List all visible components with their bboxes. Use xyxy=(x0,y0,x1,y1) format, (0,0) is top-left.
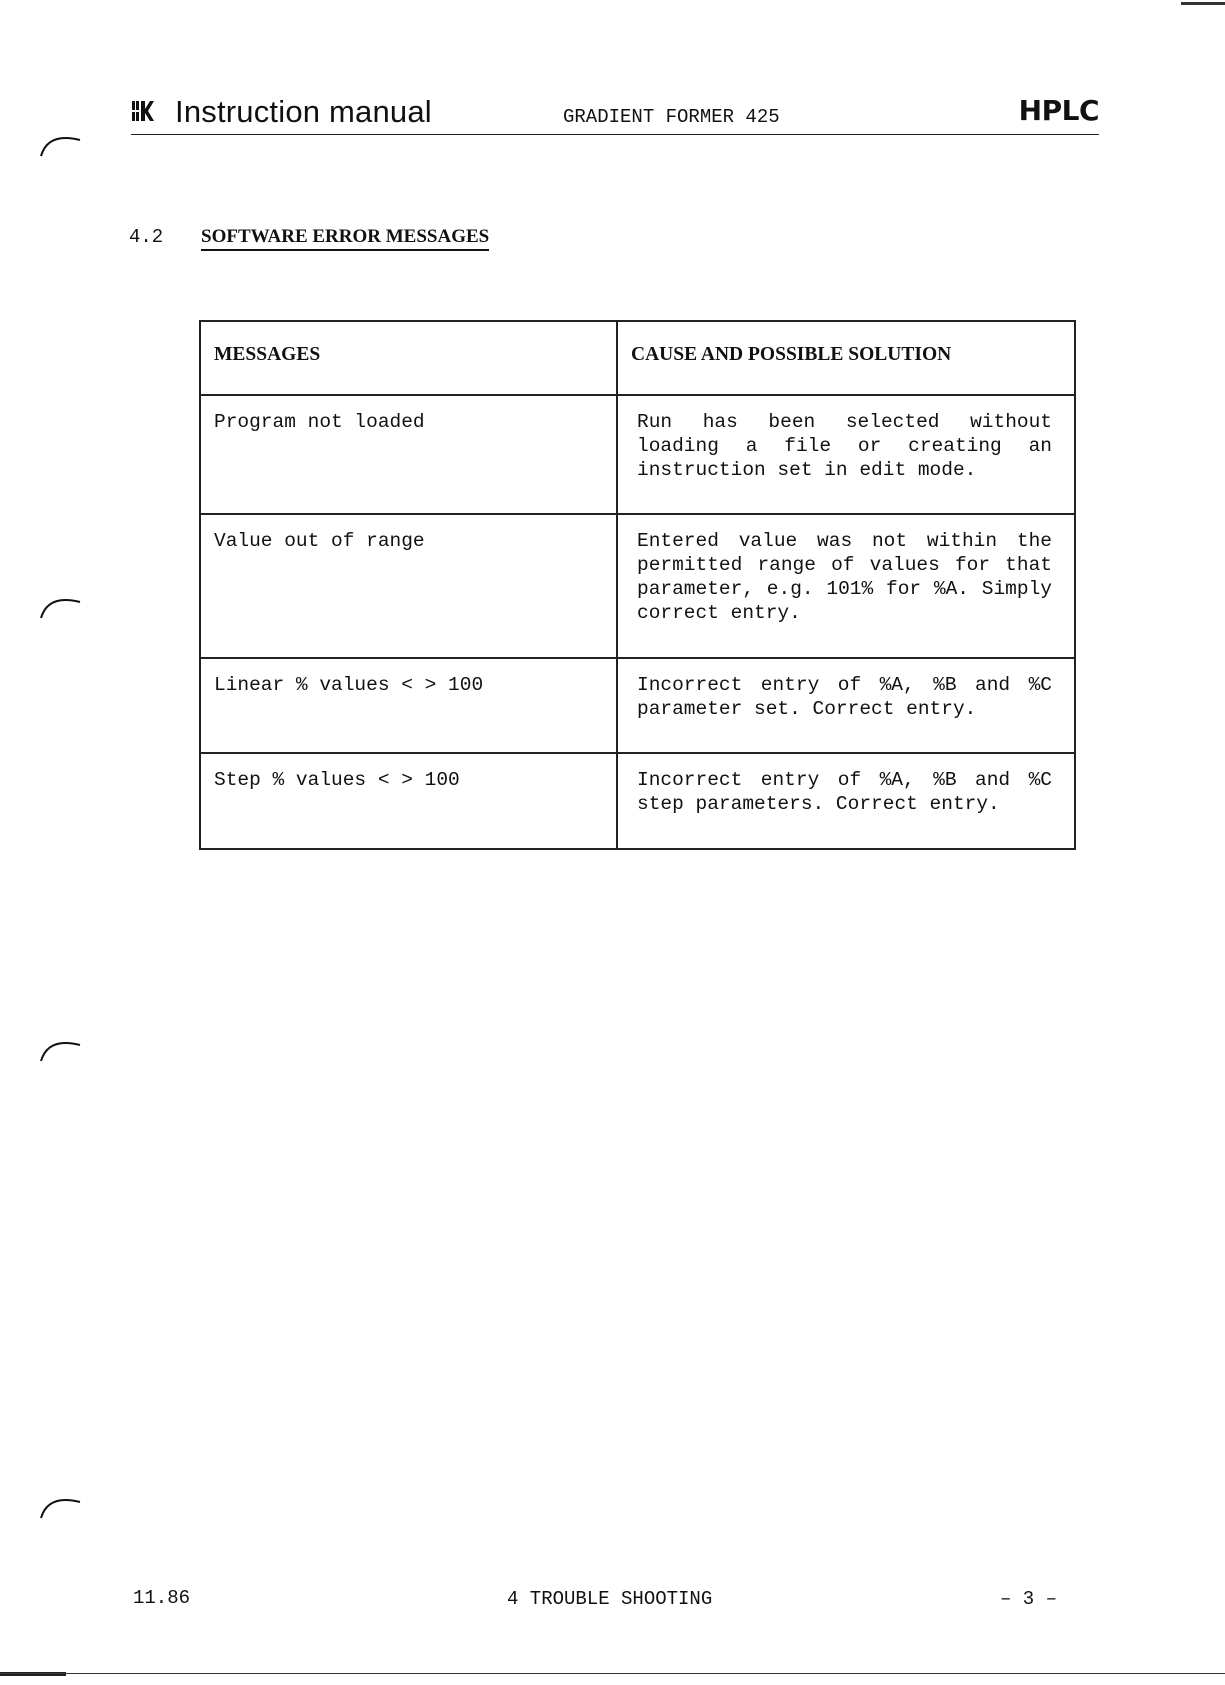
section-number: 4.2 xyxy=(129,226,164,248)
page-number: – 3 – xyxy=(1000,1588,1058,1610)
binder-hole-mark-icon xyxy=(38,128,82,158)
error-messages-table xyxy=(199,320,1076,850)
scan-bottom-rule xyxy=(0,1673,1225,1674)
footer-section-name: 4 TROUBLE SHOOTING xyxy=(507,1588,713,1610)
cause-cell: Incorrect entry of %A, %B and %C parameter set. Correct entry. xyxy=(617,658,1075,753)
table-header-row xyxy=(200,321,1075,395)
column-header-messages: MESSAGES xyxy=(200,321,617,395)
footer-date: 11.86 xyxy=(133,1587,191,1609)
manual-title: Instruction manual xyxy=(175,94,432,129)
table-row xyxy=(200,753,1075,849)
table-row xyxy=(200,514,1075,658)
section-title: SOFTWARE ERROR MESSAGES xyxy=(201,226,489,251)
binder-hole-mark-icon xyxy=(38,1490,82,1520)
message-cell: Linear % values < > 100 xyxy=(200,658,617,753)
page-header xyxy=(131,96,1099,135)
table-row xyxy=(200,395,1075,514)
cause-cell: Incorrect entry of %A, %B and %C step parameters. Correct entry. xyxy=(617,753,1075,849)
binder-hole-mark-icon xyxy=(38,1033,82,1063)
cause-cell: Run has been selected without loading a file or creating an instruction set in edit mode. xyxy=(617,395,1075,514)
cause-cell: Entered value was not within the permitted range of values for that parameter, e.g. 101% for %A. Simply correct entry. xyxy=(617,514,1075,658)
company-logo-icon xyxy=(131,99,155,123)
message-cell: Program not loaded xyxy=(200,395,617,514)
message-cell: Value out of range xyxy=(200,514,617,658)
column-header-cause: CAUSE AND POSSIBLE SOLUTION xyxy=(617,321,1075,395)
scan-corner-mark xyxy=(1181,2,1225,5)
message-cell: Step % values < > 100 xyxy=(200,753,617,849)
binder-hole-mark-icon xyxy=(38,590,82,620)
table-row xyxy=(200,658,1075,753)
product-name: GRADIENT FORMER 425 xyxy=(563,106,780,128)
brand-label: HPLC xyxy=(1018,94,1099,127)
